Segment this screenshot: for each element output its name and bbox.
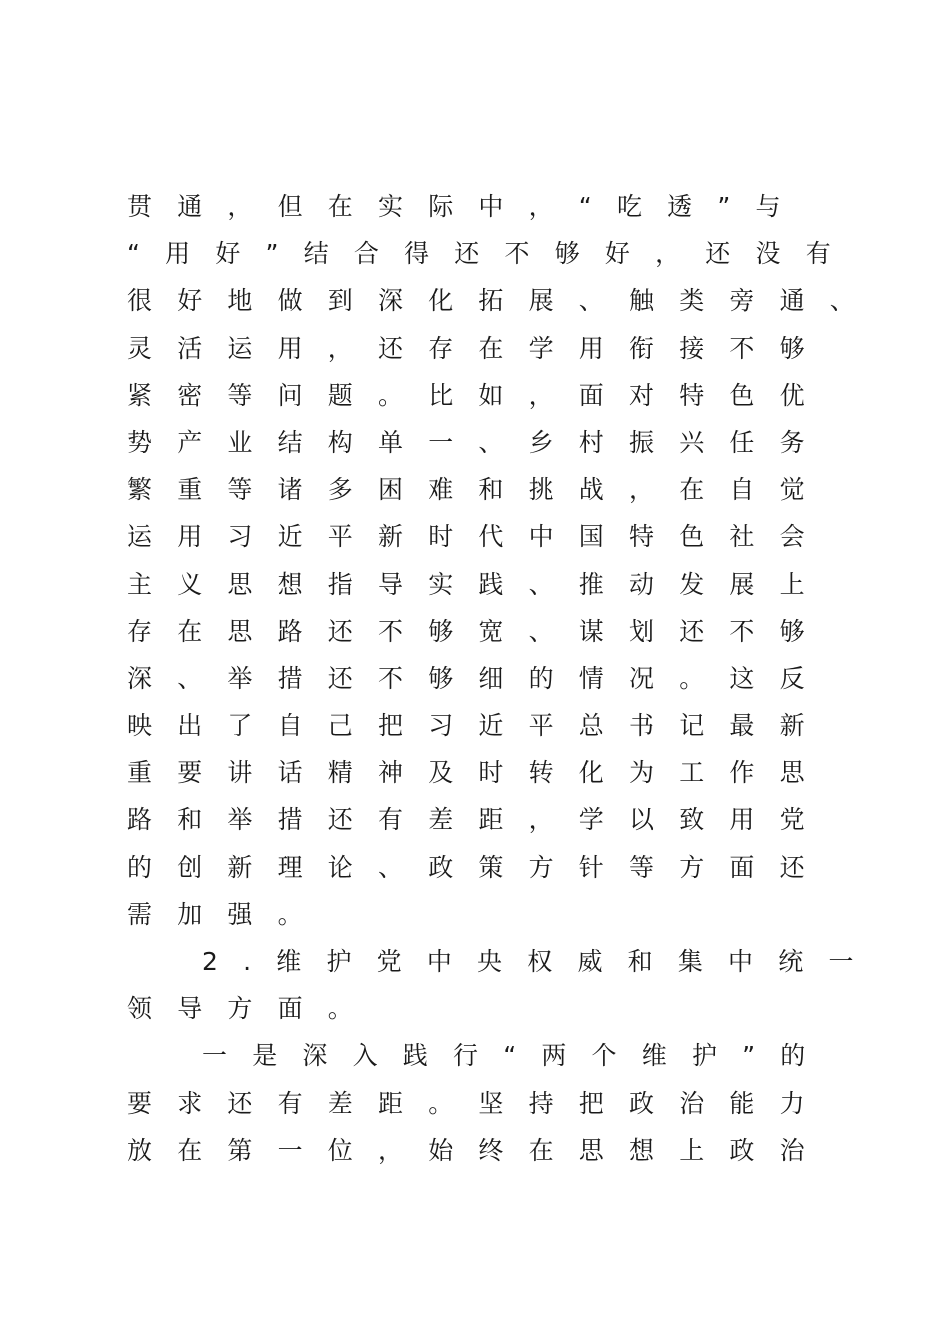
text-line: 很好地做到深化拓展、触类旁通、 [127,286,881,316]
text-line: 映出了自己把习近平总书记最新 [127,711,830,741]
text-line: 要求还有差距。坚持把政治能力 [127,1088,830,1118]
text-line: 放在第一位，始终在思想上政治 [127,1135,830,1165]
body-text [127,183,887,1174]
text-line: 深、举措还不够细的情况。这反 [127,663,830,693]
section-heading-continued: 领导方面。 [127,994,379,1024]
text-line: 的创新理论、政策方针等方面还 [127,852,830,882]
text-line: 紧密等问题。比如，面对特色优 [127,380,830,410]
text-line: “用好”结合得还不够好，还没有 [127,239,856,269]
text-line: 势产业结构单一、乡村振兴任务 [127,427,830,457]
text-line: 重要讲话精神及时转化为工作思 [127,758,830,788]
text-line: 主义思想指导实践、推动发展上 [127,569,830,599]
text-line: 灵活运用，还存在学用衔接不够 [127,333,830,363]
text-line: 路和举措还有差距，学以致用党 [127,805,830,835]
text-line: 繁重等诸多困难和挑战，在自觉 [127,475,830,505]
paragraph-start: 一是深入践行“两个维护”的 [202,1041,831,1071]
text-line: 需加强。 [127,899,328,929]
text-line: 贯通，但在实际中，“吃透”与 [127,192,806,221]
section-heading: 2.维护党中央权威和集中统一 [202,947,879,976]
text-line: 运用习近平新时代中国特色社会 [127,522,830,552]
text-line: 存在思路还不够宽、谋划还不够 [127,616,830,646]
